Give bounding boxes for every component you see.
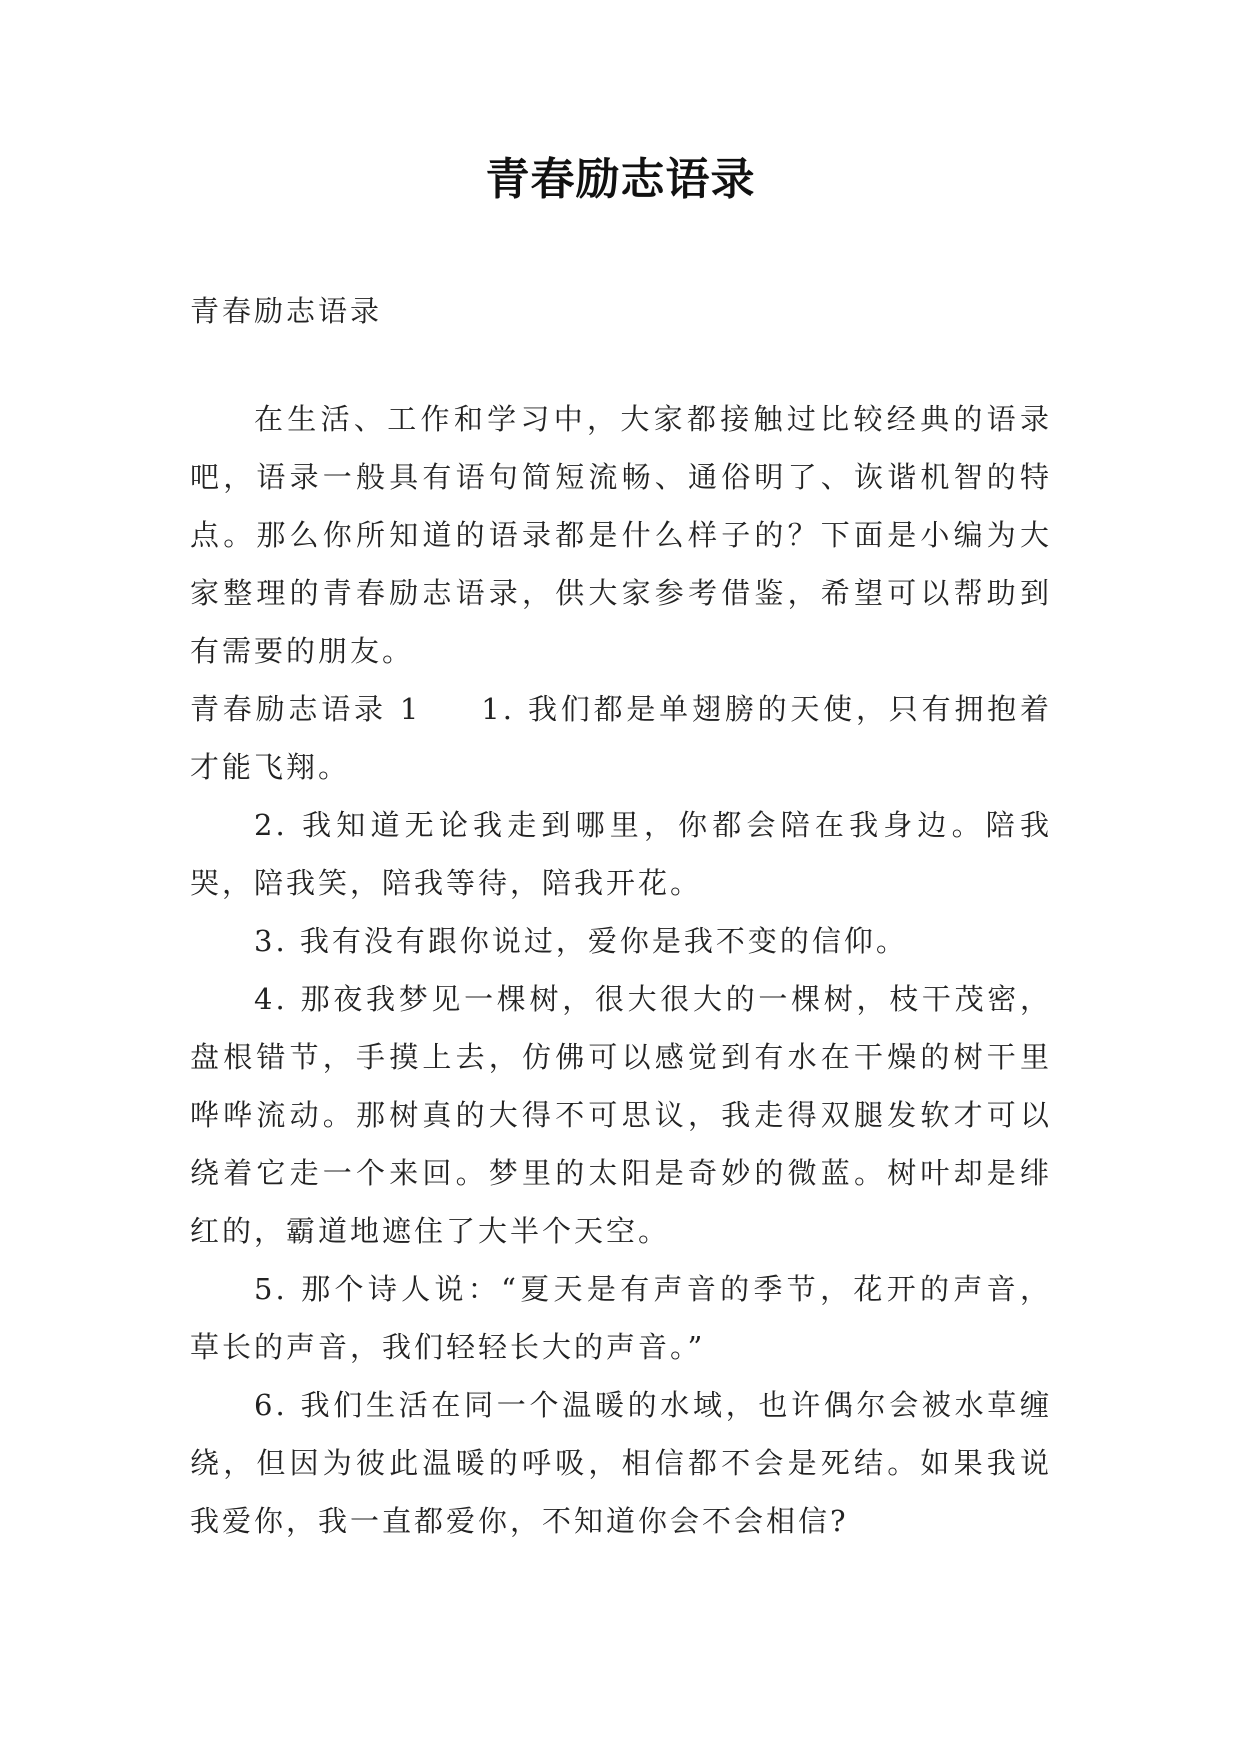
quote-item-6: 6. 我们生活在同一个温暖的水域，也许偶尔会被水草缠绕，但因为彼此温暖的呼吸，相信都不会是死结。如果我说我爱你，我一直都爱你，不知道你会不会相信? [190,1388,1052,1538]
document-title: 青春励志语录 [485,154,756,205]
quote-item-3: 3. 我有没有跟你说过，爱你是我不变的信仰。 [254,924,908,958]
quote-section-start [190,680,1052,796]
quote-item-5: 5. 那个诗人说：“夏天是有声音的季节，花开的声音，草长的声音，我们轻轻长大的声音。” [190,1272,1052,1364]
document-body [190,282,1052,1550]
quote-item-1: 1. 我们都是单翅膀的天使，只有拥抱着才能飞翔。 [190,692,1052,784]
intro-paragraph: 在生活、工作和学习中，大家都接触过比较经典的语录吧，语录一般具有语句简短流畅、通俗明了、诙谐机智的特点。那么你所知道的语录都是什么样子的？下面是小编为大家整理的青春励志语录，供大家参考借鉴，希望可以帮助到有需要的朋友。 [190,402,1052,668]
section-label: 青春励志语录 1 [190,692,422,726]
quote-item-4: 4. 那夜我梦见一棵树，很大很大的一棵树，枝干茂密，盘根错节，手摸上去，仿佛可以感觉到有水在干燥的树干里哗哗流动。那树真的大得不可思议，我走得双腿发软才可以绕着它走一个来回。梦里的太阳是奇妙的微蓝。树叶却是绯红的，霸道地遮住了大半个天空。 [190,982,1052,1248]
document-subtitle: 青春励志语录 [190,294,383,328]
quote-item-2: 2. 我知道无论我走到哪里，你都会陪在我身边。陪我哭，陪我笑，陪我等待，陪我开花。 [190,808,1052,900]
